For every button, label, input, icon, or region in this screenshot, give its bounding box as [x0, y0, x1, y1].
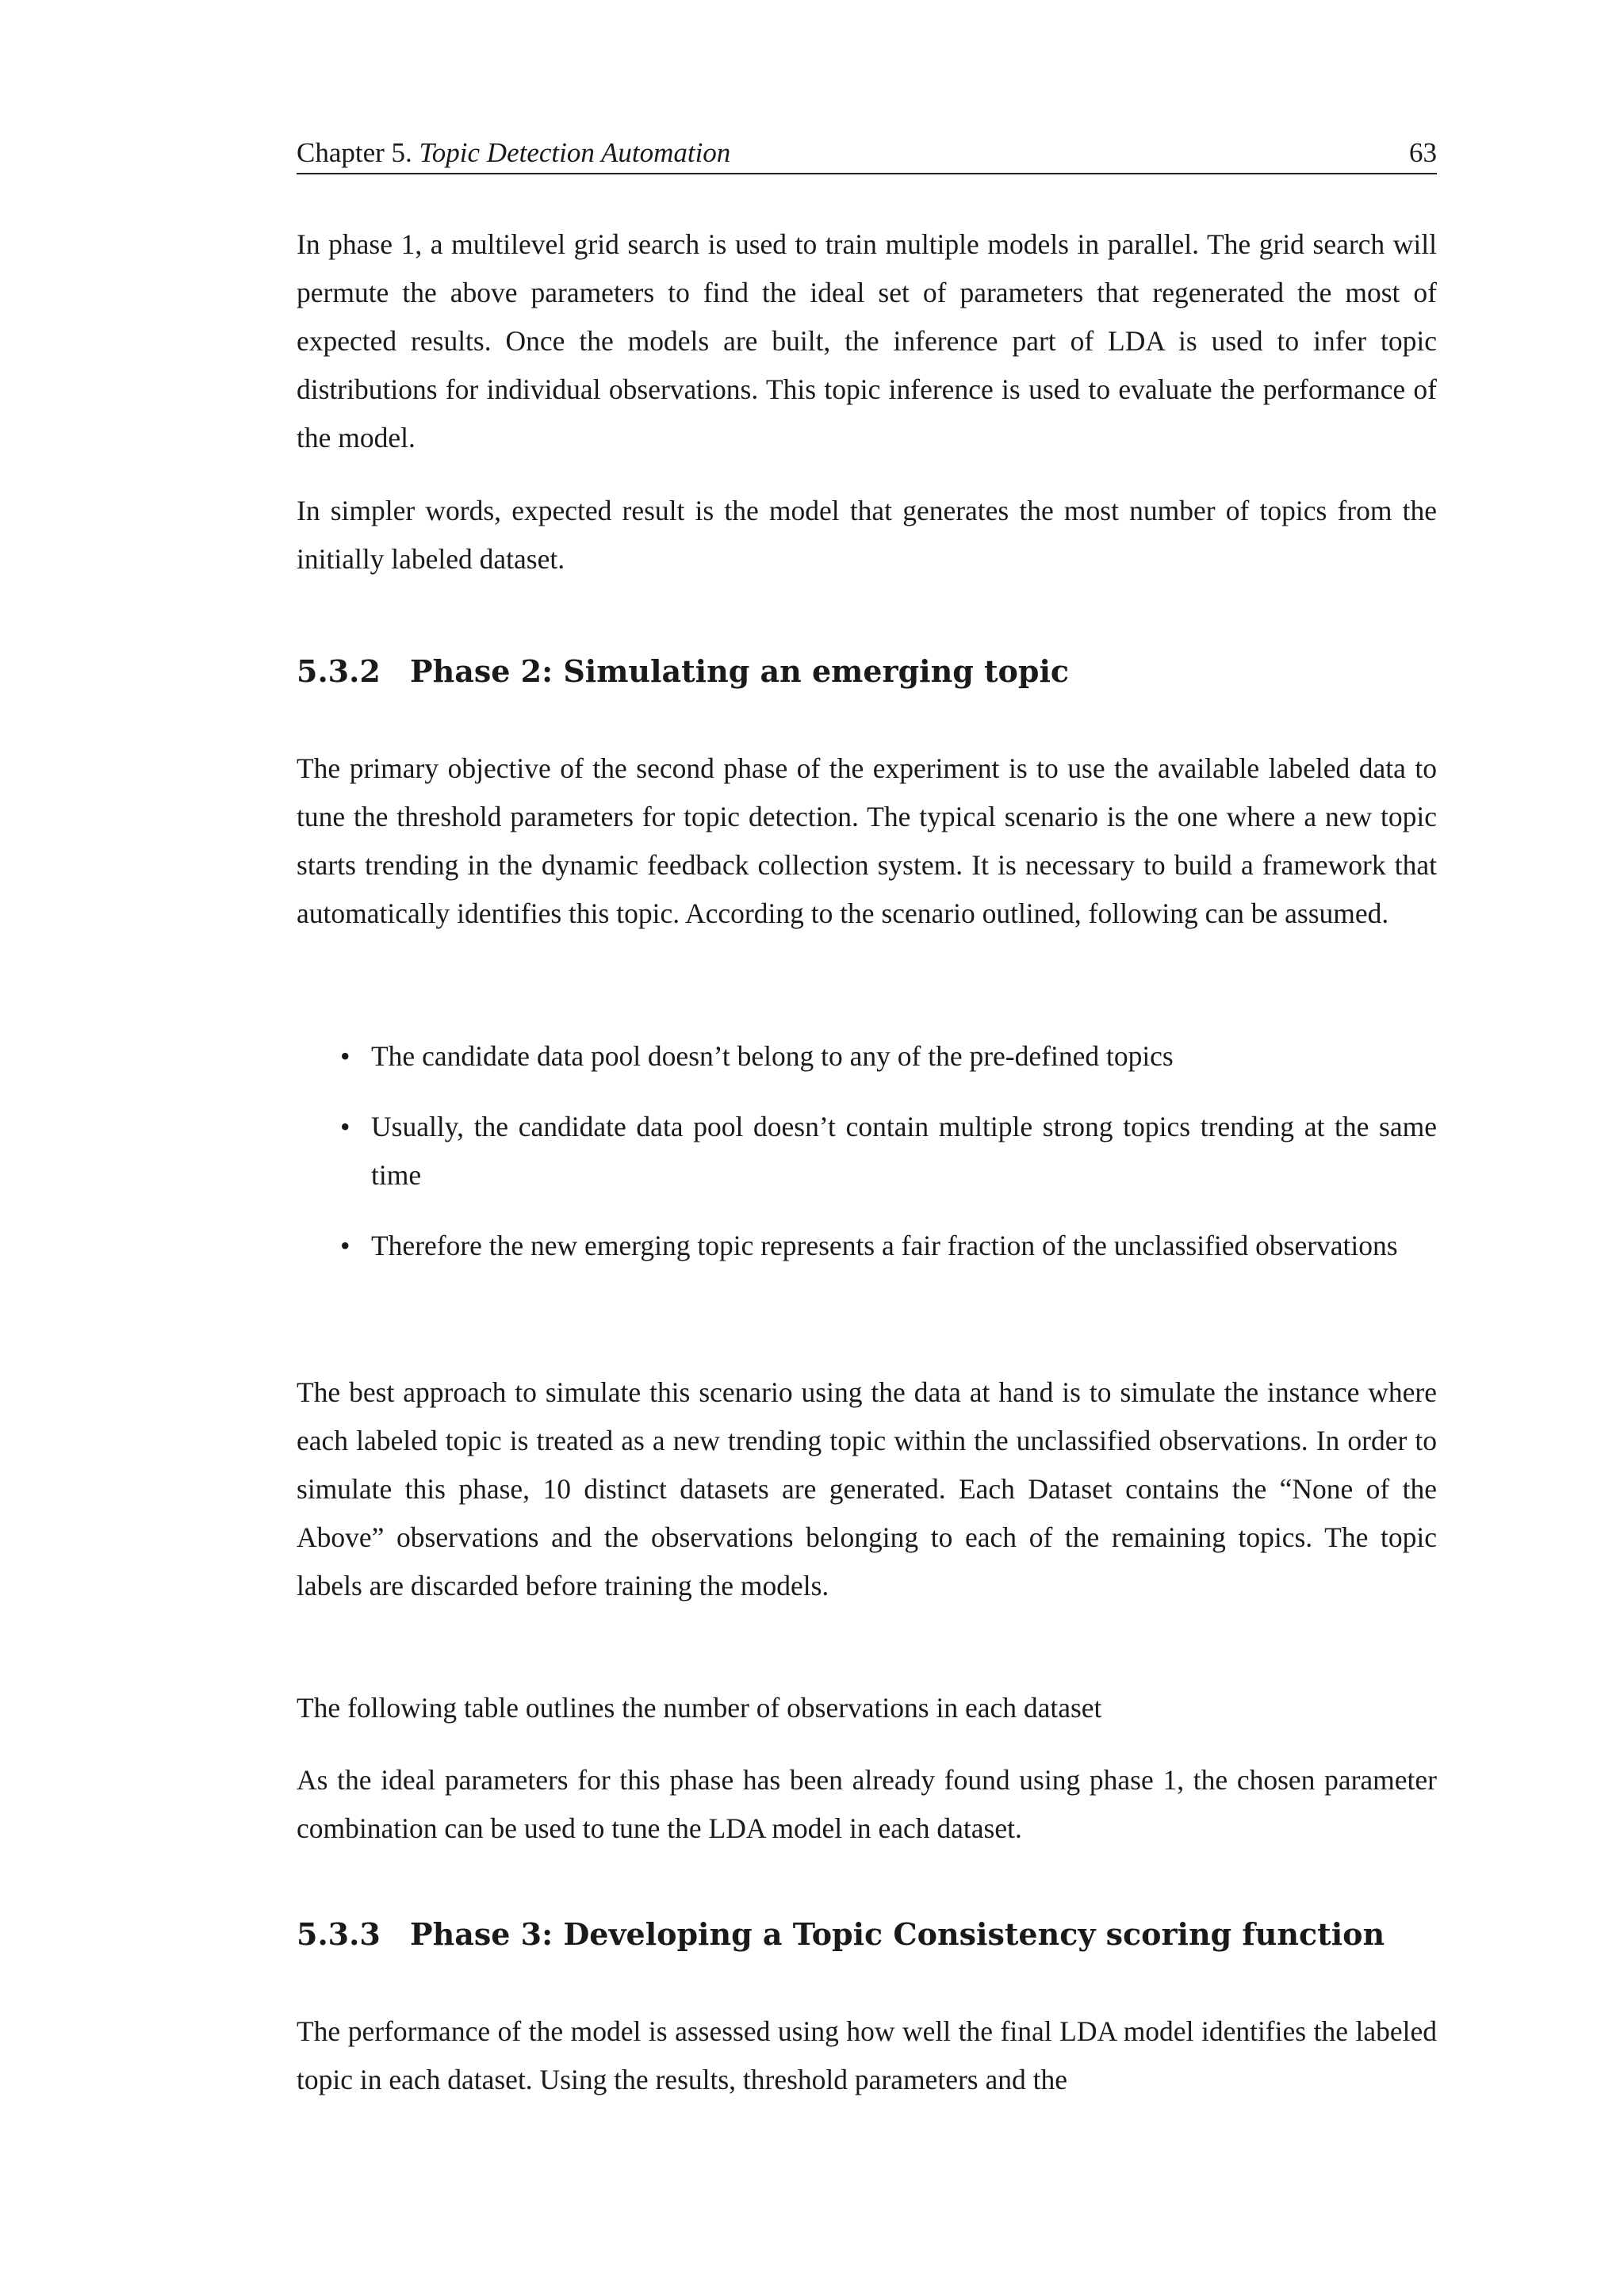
list-item: [297, 1103, 1437, 1200]
list-item: [297, 1222, 1437, 1270]
section-heading-5-3-2: [297, 652, 1437, 691]
running-header: [297, 133, 1437, 174]
paragraph-expected-result: In simpler words, expected result is the model that generates the most number of topics from the initially labeled dataset.: [297, 495, 1437, 575]
assumptions-list: [297, 1032, 1437, 1292]
page-number: 63: [1409, 137, 1437, 168]
list-item-text: Therefore the new emerging topic represents a fair fraction of the unclassified observations: [371, 1230, 1398, 1261]
paragraph-table-intro: The following table outlines the number of observations in each dataset: [297, 1692, 1102, 1724]
bullet-icon: •: [340, 1040, 350, 1072]
paragraph-phase2-objective: The primary objective of the second phase of the experiment is to use the available labeled data to tune the threshold parameters for topic detection. The typical scenario is the one where a new topic starts trending in the dynamic feedback collection system. It is necessary to build a framework that automatically identifies this topic. According to the scenario outlined, following can be assumed.: [297, 752, 1437, 929]
section-title: Phase 3: Developing a Topic Consistency scoring function: [410, 1916, 1385, 1952]
bullet-icon: •: [340, 1230, 350, 1261]
paragraph-phase3-performance: The performance of the model is assessed using how well the final LDA model identifies the labeled topic in each dataset. Using the results, threshold parameters and the: [297, 2015, 1437, 2095]
paragraph-phase1-grid-search: In phase 1, a multilevel grid search is used to train multiple models in parallel. The grid search will permute the above parameters to find the ideal set of parameters that regenerated the most of expected results. Once the models are built, the inference part of LDA is used to infer topic distributions for individual observations. This topic inference is used to evaluate the performance of the model.: [297, 228, 1437, 453]
list-item: [297, 1032, 1437, 1081]
section-title: Phase 2: Simulating an emerging topic: [410, 653, 1070, 689]
chapter-title: Topic Detection Automation: [419, 137, 731, 168]
chapter-label: Chapter 5.: [297, 137, 412, 168]
section-heading-5-3-3: [297, 1915, 1437, 1954]
bullet-icon: •: [340, 1111, 350, 1142]
list-item-text: The candidate data pool doesn’t belong to any of the pre-defined topics: [371, 1040, 1174, 1072]
list-item-text: Usually, the candidate data pool doesn’t contain multiple strong topics trending at the same time: [371, 1111, 1437, 1191]
paragraph-ideal-parameters: As the ideal parameters for this phase has been already found using phase 1, the chosen parameter combination can be used to tune the LDA model in each dataset.: [297, 1764, 1437, 1844]
section-number: 5.3.3: [297, 1916, 381, 1952]
paragraph-simulation-approach: The best approach to simulate this scenario using the data at hand is to simulate the instance where each labeled topic is treated as a new trending topic within the unclassified observations. In order to simulate this phase, 10 distinct datasets are generated. Each Dataset contains the “None of the Above” observations and the observations belonging to each of the remaining topics. The topic labels are discarded before training the models.: [297, 1376, 1437, 1601]
section-number: 5.3.2: [297, 653, 381, 689]
chapter-heading: [297, 133, 730, 173]
